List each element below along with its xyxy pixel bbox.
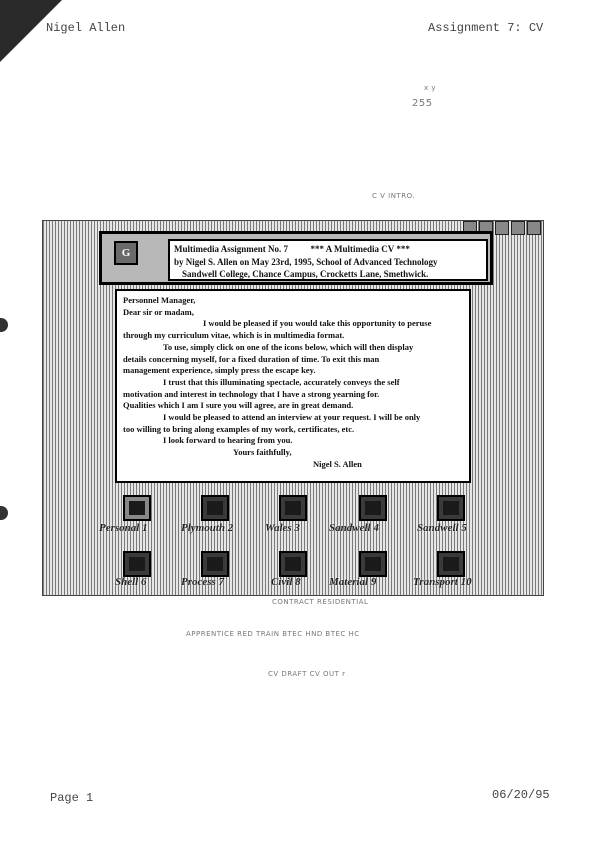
logo-label: G: [121, 247, 131, 259]
wales-button-icon[interactable]: [279, 495, 307, 521]
multimedia-screen: [42, 220, 544, 596]
note-row-2: APPRENTICE RED TRAIN BTEC HND BTEC HC: [186, 630, 360, 638]
note-intro: C V INTRO.: [372, 192, 416, 200]
header-assignment: Assignment 7: CV: [428, 21, 544, 35]
label-process[interactable]: Process 7: [181, 576, 225, 588]
label-transport[interactable]: Transport 10: [413, 576, 472, 588]
punch-hole-top: [0, 318, 8, 332]
transport-button-icon[interactable]: [437, 551, 465, 577]
personal-button-icon[interactable]: [123, 495, 151, 521]
letter-p3-l2: motivation and interest in technology that I have a strong yearning for.: [123, 388, 380, 399]
footer-page: Page 1: [50, 791, 94, 805]
label-personal[interactable]: Personal 1: [99, 522, 148, 534]
process-button-icon[interactable]: [201, 551, 229, 577]
letter-salutation-1: Personnel Manager,: [123, 295, 196, 305]
letter-signature: Nigel S. Allen: [313, 458, 362, 469]
civil-button-icon[interactable]: [279, 551, 307, 577]
material-button-icon[interactable]: [359, 551, 387, 577]
letter-p1-l2: through my curriculum vitae, which is in multimedia format.: [123, 330, 345, 341]
cover-letter: [115, 289, 471, 483]
label-sandwell-5[interactable]: Sandwell 5: [417, 522, 467, 534]
label-material[interactable]: Material 9: [329, 576, 377, 588]
letter-p2-l2: details concerning myself, for a fixed duration of time. To exit this man: [123, 353, 380, 364]
letter-closing: Yours faithfully,: [233, 447, 292, 458]
tool-icon-4[interactable]: [511, 221, 525, 235]
sandwell-5-button-icon[interactable]: [437, 495, 465, 521]
letter-p4-l2: too willing to bring along examples of my work, certificates, etc.: [123, 423, 355, 434]
header-author: Nigel Allen: [46, 21, 126, 35]
letter-p2-l3: management experience, simply press the escape key.: [123, 365, 316, 376]
letter-p3-l1: I trust that this illuminating spectacle, accurately conveys the self: [163, 376, 400, 387]
letter-p5: I look forward to hearing from you.: [163, 435, 293, 446]
note-number: 255: [412, 98, 433, 109]
note-xy: x y: [424, 84, 437, 92]
letter-p3-l3: Qualities which I am I sure you will agree, are in great demand.: [123, 400, 354, 411]
punch-hole-bottom: [0, 506, 8, 520]
title-line-2: by Nigel S. Allen on May 23rd, 1995, School of Advanced Technology: [174, 256, 438, 267]
sandwell-4-button-icon[interactable]: [359, 495, 387, 521]
note-row-1: CONTRACT RESIDENTIAL: [272, 598, 369, 606]
label-plymouth[interactable]: Plymouth 2: [181, 522, 234, 534]
label-wales[interactable]: Wales 3: [265, 522, 300, 534]
letter-p4-l1: I would be pleased to attend an interview at your request. I will be only: [163, 412, 421, 423]
plymouth-button-icon[interactable]: [201, 495, 229, 521]
tool-icon-3[interactable]: [495, 221, 509, 235]
title-panel: [99, 231, 493, 285]
letter-p1-l1: I would be pleased if you would take this opportunity to peruse: [203, 318, 432, 329]
shell-button-icon[interactable]: [123, 551, 151, 577]
title-line-1: Multimedia Assignment No. 7 *** A Multimedia CV ***: [174, 244, 410, 254]
title-box: [168, 239, 488, 281]
title-line-3: Sandwell College, Chance Campus, Crocketts Lane, Smethwick.: [182, 269, 429, 279]
label-civil[interactable]: Civil 8: [271, 576, 301, 588]
footer-date: 06/20/95: [492, 788, 550, 802]
note-row-3: CV DRAFT CV OUT r: [268, 670, 346, 678]
tool-icon-5[interactable]: [527, 221, 541, 235]
label-shell[interactable]: Shell 6: [115, 576, 147, 588]
college-logo-icon: [114, 241, 138, 265]
letter-p2-l1: To use, simply click on one of the icons below, which will then display: [163, 341, 414, 352]
letter-salutation-2: Dear sir or madam,: [123, 306, 194, 317]
label-sandwell-4[interactable]: Sandwell 4: [329, 522, 379, 534]
